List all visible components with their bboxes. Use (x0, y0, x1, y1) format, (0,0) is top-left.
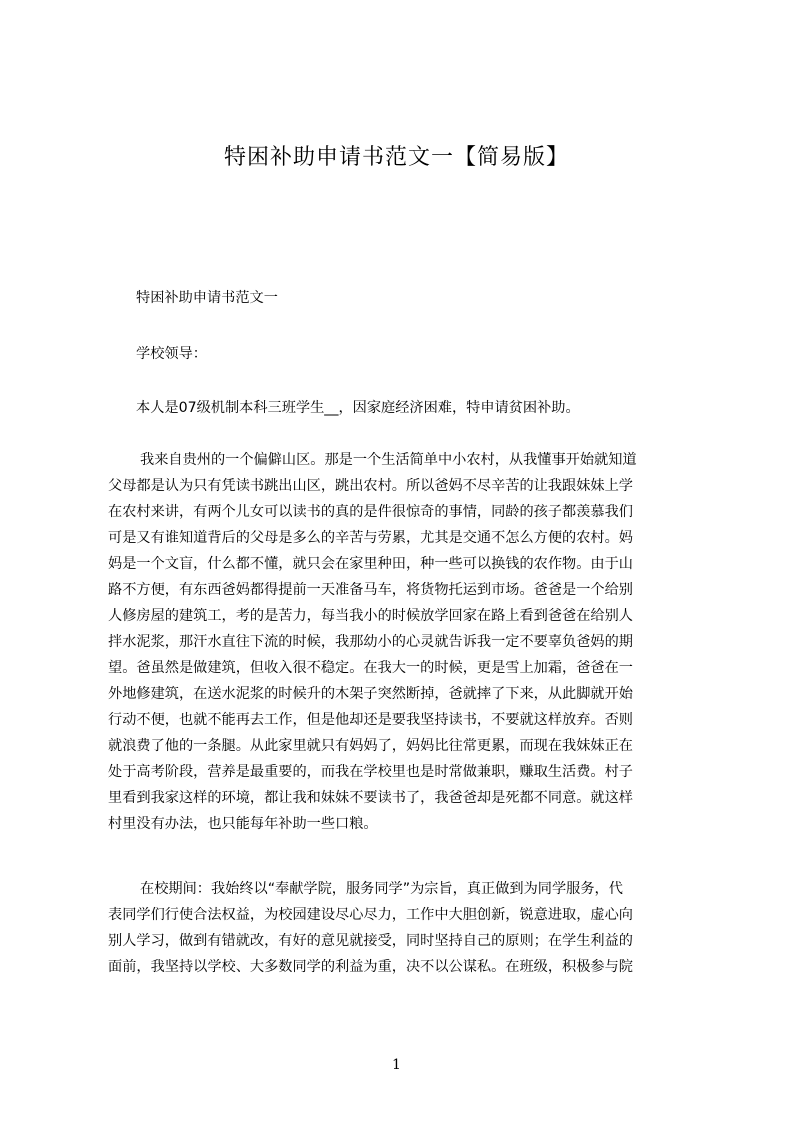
paragraph-line: 就浪费了他的一条腿。从此家里就只有妈妈了，妈妈比往常更累，而现在我妹妹正在 (108, 738, 633, 754)
paragraph-line: 处于高考阶段，营养是最重要的，而我在学校里也是时常做兼职，赚取生活费。村子 (108, 764, 633, 780)
paragraph-line: 别人学习，做到有错就改，有好的意见就接受，同时坚持自己的原则；在学生利益的 (108, 933, 633, 949)
paragraph-line: 我来自贵州的一个偏僻山区。那是一个生活简单中小农村，从我懂事开始就知道 (140, 452, 637, 468)
body-paragraph-1 (108, 447, 698, 863)
paragraph-line: 在校期间：我始终以“奉献学院，服务同学”为宗旨，真正做到为同学服务，代 (140, 881, 623, 897)
paragraph-line: 望。爸虽然是做建筑，但收入很不稳定。在我大一的时候，更是雪上加霜，爸爸在一 (108, 660, 633, 676)
paragraph-line: 拌水泥浆，那汗水直往下流的时候，我那幼小的心灵就告诉我一定不要辜负爸妈的期 (108, 634, 633, 650)
page-number: 1 (392, 1057, 401, 1073)
paragraph-line: 可是又有谁知道背后的父母是多么的辛苦与劳累，尤其是交通不怎么方便的农村。妈 (108, 530, 633, 546)
paragraph-line: 人修房屋的建筑工，考的是苦力，每当我小的时候放学回家在路上看到爸爸在给别人 (108, 608, 633, 624)
document-heading: 特困补助申请书范文一 (136, 290, 278, 306)
document-title: 特困补助申请书范文一【简易版】 (223, 145, 569, 170)
paragraph-line: 妈是一个文盲，什么都不懂，就只会在家里种田，种一些可以换钱的农作物。由于山 (108, 556, 633, 572)
paragraph-line: 村里没有办法，也只能每年补助一些口粮。 (108, 816, 378, 832)
paragraph-line: 行动不便，也就不能再去工作，但是他却还是要我坚持读书，不要就这样放弃。否则 (108, 712, 633, 728)
paragraph-line: 表同学们行使合法权益，为校园建设尽心尽力，工作中大胆创新，锐意进取，虚心向 (108, 907, 633, 923)
paragraph-line: 父母都是认为只有凭读书跳出山区，跳出农村。所以爸妈不尽辛苦的让我跟妹妹上学 (108, 478, 633, 494)
salutation: 学校领导： (136, 346, 207, 362)
paragraph-line: 路不方便，有东西爸妈都得提前一天准备马车，将货物托运到市场。爸爸是一个给别 (108, 582, 633, 598)
intro-paragraph: 本人是07级机制本科三班学生__，因家庭经济困难，特申请贫困补助。 (136, 400, 580, 416)
paragraph-line: 里看到我家这样的环境，都让我和妹妹不要读书了，我爸爸却是死都不同意。就这样 (108, 790, 633, 806)
paragraph-line: 面前，我坚持以学校、大多数同学的利益为重，决不以公谋私。在班级，积极参与院 (108, 959, 633, 975)
paragraph-line: 外地修建筑，在送水泥浆的时候升的木架子突然断掉，爸就摔了下来，从此脚就开始 (108, 686, 633, 702)
paragraph-line: 在农村来讲，有两个儿女可以读书的真的是件很惊奇的事情，同龄的孩子都羡慕我们 (108, 504, 633, 520)
body-paragraph-2 (108, 876, 698, 1006)
